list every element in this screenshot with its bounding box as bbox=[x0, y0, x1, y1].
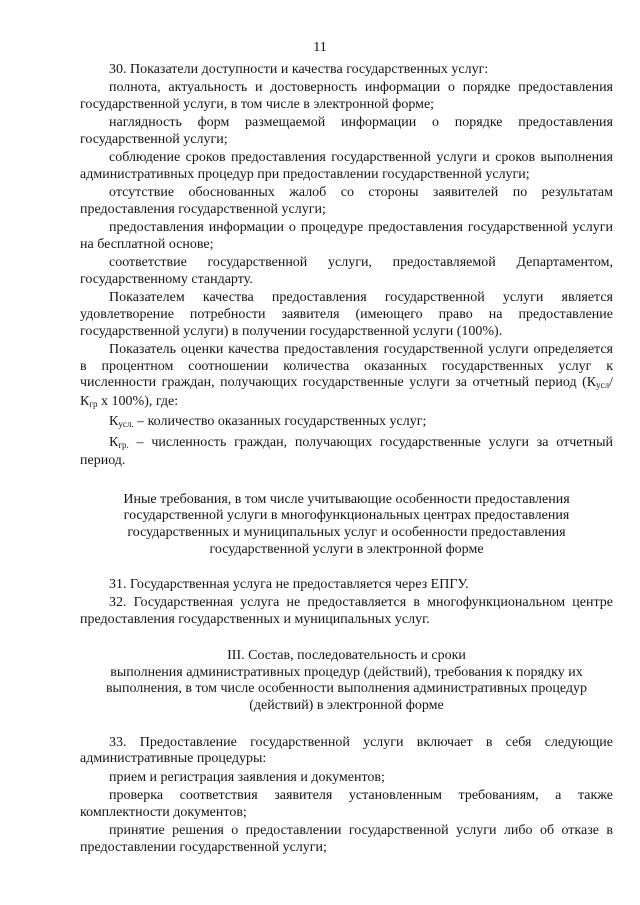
def-k-subscript: усл. bbox=[118, 419, 134, 430]
definition-k-usl bbox=[80, 414, 613, 433]
section-32: 32. Государственная услуга не предоставляется в многофункциональном центре предоставления государственных и муниципальных услуг. bbox=[80, 594, 613, 627]
formula-tail: x 100%), где: bbox=[97, 394, 179, 410]
section-33-item: проверка соответствия заявителя установленным требованиям, а также комплектности документов; bbox=[80, 787, 613, 820]
section-30-item: соответствие государственной услуги, предоставляемой Департаментом, государственному стандарту. bbox=[80, 255, 613, 287]
heading-line: (действий) в электронной форме bbox=[249, 697, 444, 713]
quality-indicator-paragraph: Показателем качества предоставления государственной услуги является удовлетворение потребности заявителя (имеющего право на предоставление государственной услуги) в получении государственной услуги (100%). bbox=[80, 290, 613, 339]
heading-line: III. Состав, последовательность и сроки bbox=[227, 647, 466, 663]
document-body bbox=[80, 62, 613, 858]
formula-slash-k: /К bbox=[80, 375, 613, 410]
def-k-text: – количество оказанных государственных услуг; bbox=[133, 414, 427, 430]
def-k-subscript: гр. bbox=[118, 439, 129, 450]
section-heading-other-requirements bbox=[80, 492, 613, 559]
def-k-symbol: К bbox=[109, 414, 119, 430]
heading-line: выполнения, в том числе особенности выполнения административных процедур bbox=[105, 681, 588, 697]
definition-k-gr bbox=[80, 435, 613, 470]
section-30-item: соблюдение сроков предоставления государственной услуги и сроков выполнения административных процедур при предоставлении государственной услуги; bbox=[80, 150, 613, 182]
heading-line: государственных и муниципальных услуг и особенности предоставления bbox=[127, 525, 566, 541]
heading-line: государственной услуги в электронной форме bbox=[209, 541, 484, 557]
formula-subscript-gr: гр bbox=[89, 399, 98, 410]
formula-subscript-usl: усл bbox=[596, 380, 610, 391]
section-heading-iii bbox=[80, 648, 613, 715]
heading-line: выполнения административных процедур (действий), требования к порядку их bbox=[110, 664, 583, 680]
section-30-item: отсутствие обоснованных жалоб со стороны заявителей по результатам предоставления государственной услуги; bbox=[80, 185, 613, 217]
evaluation-indicator-paragraph bbox=[80, 342, 613, 413]
def-k-text: – численность граждан, получающих государственные услуги за отчетный период. bbox=[80, 434, 613, 469]
section-33-item: принятие решения о предоставлении государственной услуги либо об отказе в предоставлении государственной услуги; bbox=[80, 822, 613, 855]
section-30-item: наглядность форм размещаемой информации о порядке предоставления государственной услуги; bbox=[80, 115, 613, 147]
section-30-item: предоставления информации о процедуре предоставления государственной услуги на бесплатной основе; bbox=[80, 220, 613, 252]
heading-line: государственной услуги в многофункциональных центрах предоставления bbox=[123, 508, 570, 524]
section-33-item: прием и регистрация заявления и документов; bbox=[109, 769, 385, 785]
section-30-title: 30. Показатели доступности и качества государственных услуг: bbox=[109, 62, 489, 77]
page-number: 11 bbox=[313, 40, 327, 55]
heading-line: Иные требования, в том числе учитывающие особенности предоставления bbox=[123, 491, 570, 507]
section-30-item: полнота, актуальность и достоверность информации о порядке предоставления государственной услуги, в том числе в электронной форме; bbox=[80, 80, 613, 112]
def-k-symbol: К bbox=[109, 434, 119, 450]
section-33-intro: 33. Предоставление государственной услуги включает в себя следующие административные процедуры: bbox=[80, 734, 613, 767]
section-31: 31. Государственная услуга не предоставляется через ЕПГУ. bbox=[109, 576, 469, 592]
evaluation-text: Показатель оценки качества предоставления государственной услуги определяется в процентном соотношении количества оказанных государственных услуг к численности граждан, получающих государственные услуги за отчетный период (К bbox=[80, 342, 613, 391]
